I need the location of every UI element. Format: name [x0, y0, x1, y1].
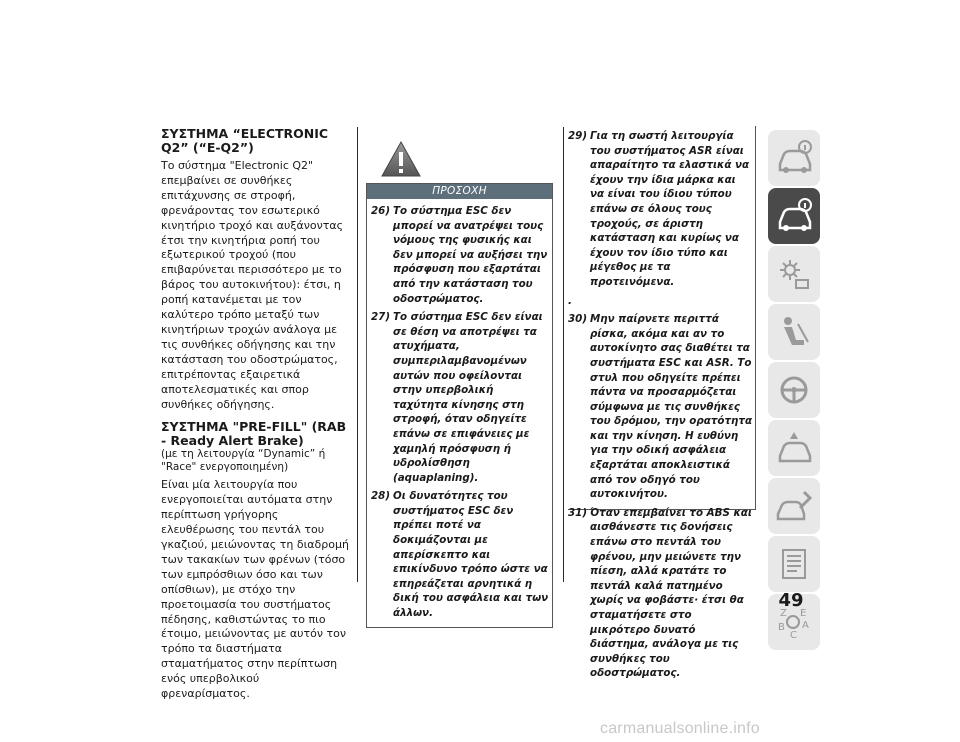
svg-text:C: C: [790, 630, 797, 641]
chapter-tab[interactable]: [768, 304, 820, 360]
warning-item-text: Οι δυνατότητες του συστήματος ESC δεν πρέπει ποτέ να δοκιμάζονται με απερίσκεπτο και επικίνδυνο τρόπο ώστε να επηρεάζεται αρνητικά η δική του ασφάλεια και των άλλων.: [393, 490, 549, 620]
column-divider: [357, 127, 358, 582]
warning-item-text: Μην παίρνετε περιττά ρίσκα, ακόμα και αν το αυτοκίνητο σας διαθέτει τα συστήματα ESC και ASR. Το στυλ που οδηγείτε πρέπει πάντα να προσαρμόζεται σύμφωνα με τις συνθήκες του δρόμου, την ορατότητα και την κίνηση. Η ευθύνη για την οδική ασφάλεια εξαρτάται αποκλειστικά από τον οδηγό του αυτοκινήτου.: [590, 313, 753, 501]
warning-item-text: [590, 294, 753, 309]
warning-item-text: Το σύστημα ESC δεν μπορεί να ανατρέψει τους νόμους της φυσικής και δεν μπορεί να αυξήσει την πρόσφυση που εξαρτάται από την κατάσταση του οδοστρώματος.: [393, 205, 548, 305]
chapter-tab[interactable]: [768, 188, 820, 244]
chapter-tab[interactable]: [768, 362, 820, 418]
warning-item: [568, 129, 753, 290]
warning-item-text: Το σύστημα ESC δεν είναι σε θέση να αποτρέψει τα ατυχήματα, συμπεριλαμβανομένων αυτών που οφείλονται στην υπερβολική ταχύτητα κίνησης στη στροφή, όταν οδηγείτε επάνω σε επιφάνειες με χαμηλή πρόσφυση ή υδρολίσθηση (aquaplaning).: [393, 311, 543, 484]
warning-item: [371, 489, 549, 620]
chapter-tab[interactable]: [768, 478, 820, 534]
warning-item: [568, 506, 753, 681]
svg-text:Z: Z: [780, 608, 787, 619]
seat-safety-icon: [774, 312, 814, 352]
watermark-text: carmanualsonline.info: [600, 720, 760, 737]
svg-text:B: B: [778, 622, 785, 633]
svg-text:A: A: [802, 620, 809, 631]
warning-item-number: 28): [371, 490, 391, 503]
page-number: 49: [778, 590, 804, 611]
specifications-list-icon: [774, 544, 814, 584]
warning-item-number: 26): [371, 205, 391, 217]
chapter-tab[interactable]: [768, 420, 820, 476]
warning-triangle-icon: [380, 140, 422, 178]
warning-item-number: 29): [568, 130, 588, 142]
left-column: [161, 127, 351, 702]
warning-item-number: 27): [371, 311, 391, 324]
car-info-icon: [774, 196, 814, 236]
warning-item: [568, 312, 753, 502]
warning-item: [371, 310, 549, 485]
warning-box-continued: [568, 126, 756, 680]
warning-list: [367, 199, 552, 621]
emergency-car-icon: [774, 428, 814, 468]
chapter-tab[interactable]: [768, 246, 820, 302]
prefill-paragraph: Είναι μία λειτουργία που ενεργοποιείται αυτόματα στην περίπτωση γρήγορης ελευθέρωσης του πεντάλ του γκαζιού, μειώνοντας τη διαδρομή των τακακίων των φρένων (τόσο των εμπρόσθιων όσο και των οπίσθιων), με στόχο την προετοιμασία του συστήματος πέδησης, καθιστώντας το πιο έτοιμο, μειώνοντας με αυτόν τον τρόπο τα διαστήματα σταματήματος στην περίπτωση ενός υπερβολικού φρεναρίσματος.: [161, 478, 349, 701]
car-info-icon: [774, 138, 814, 178]
chapter-tab[interactable]: [768, 130, 820, 186]
warning-item-text: Για τη σωστή λειτουργία του συστήματος ASR είναι απαραίτητο τα ελαστικά να έχουν την ίδια μάρκα και να είναι του ίδιου τύπου επάνω σε όλους τους τροχούς, σε άριστη κατάσταση και κυρίως να έχουν τον ίδιο τύπο και μέγεθος με τα προτεινόμενα.: [590, 130, 750, 288]
chapter-tab[interactable]: [768, 536, 820, 592]
section-heading-prefill: ΣΥΣΤΗΜΑ "PRE-FILL" (RAB - Ready Alert Brake): [161, 419, 347, 449]
warning-item-text: Όταν επεμβαίνει το ABS και αισθάνεστε τις δονήσεις επάνω στο πεντάλ του φρένου, μην μειώνετε την πίεση, αλλά κρατάτε το πεντάλ καλά πατημένο χωρίς να φοβάστε· έτσι θα σταματήσετε στο μικρότερο δυνατό διάστημα, ανάλογα με τις συνθήκες του οδοστρώματος.: [590, 506, 752, 680]
eq2-paragraph: Το σύστημα "Electronic Q2" επεμβαίνει σε συνθήκες επιτάχυνσης σε στροφή, φρενάροντας τον εσωτερικό κινητήριο τροχό και αυξάνοντας έτσι την κινητήρια ροπή του εξωτερικού τροχού (που επιβαρύνεται περισσότερο με το βάρος του αυτοκινήτου): έτσι, η ροπή κατανέμεται με τον καλύτερο τρόπο μεταξύ των κινητήριων τροχών ανάλογα με τις συνθήκες οδήγησης και την κατάσταση του οδοστρώματος, επιτρέποντας εξαιρετικά αποτελεσματικές και σπορ συνθήκες οδήγησης.: [161, 159, 344, 411]
prefill-subheading: (με τη λειτουργία “Dynamic” ή "Race" ενεργοποιημένη): [161, 448, 326, 474]
dashboard-lights-icon: [774, 254, 814, 294]
warning-item-number: 31): [568, 506, 588, 519]
warning-item: [371, 204, 549, 306]
column-divider: [563, 127, 564, 582]
warning-title: ΠΡΟΣΟΧΗ: [367, 184, 552, 199]
warning-item-number: .: [568, 294, 572, 307]
svg-text:E: E: [800, 608, 807, 619]
warning-list-continued: [568, 126, 755, 681]
section-heading-eq2: ΣΥΣΤΗΜΑ “ELECTRONIC Q2” (“E-Q2”): [161, 126, 329, 155]
warning-item-number: 30): [568, 313, 588, 326]
warning-box: [366, 183, 553, 628]
steering-wheel-icon: [774, 370, 814, 410]
car-tools-icon: [774, 486, 814, 526]
warning-item: [568, 294, 753, 309]
